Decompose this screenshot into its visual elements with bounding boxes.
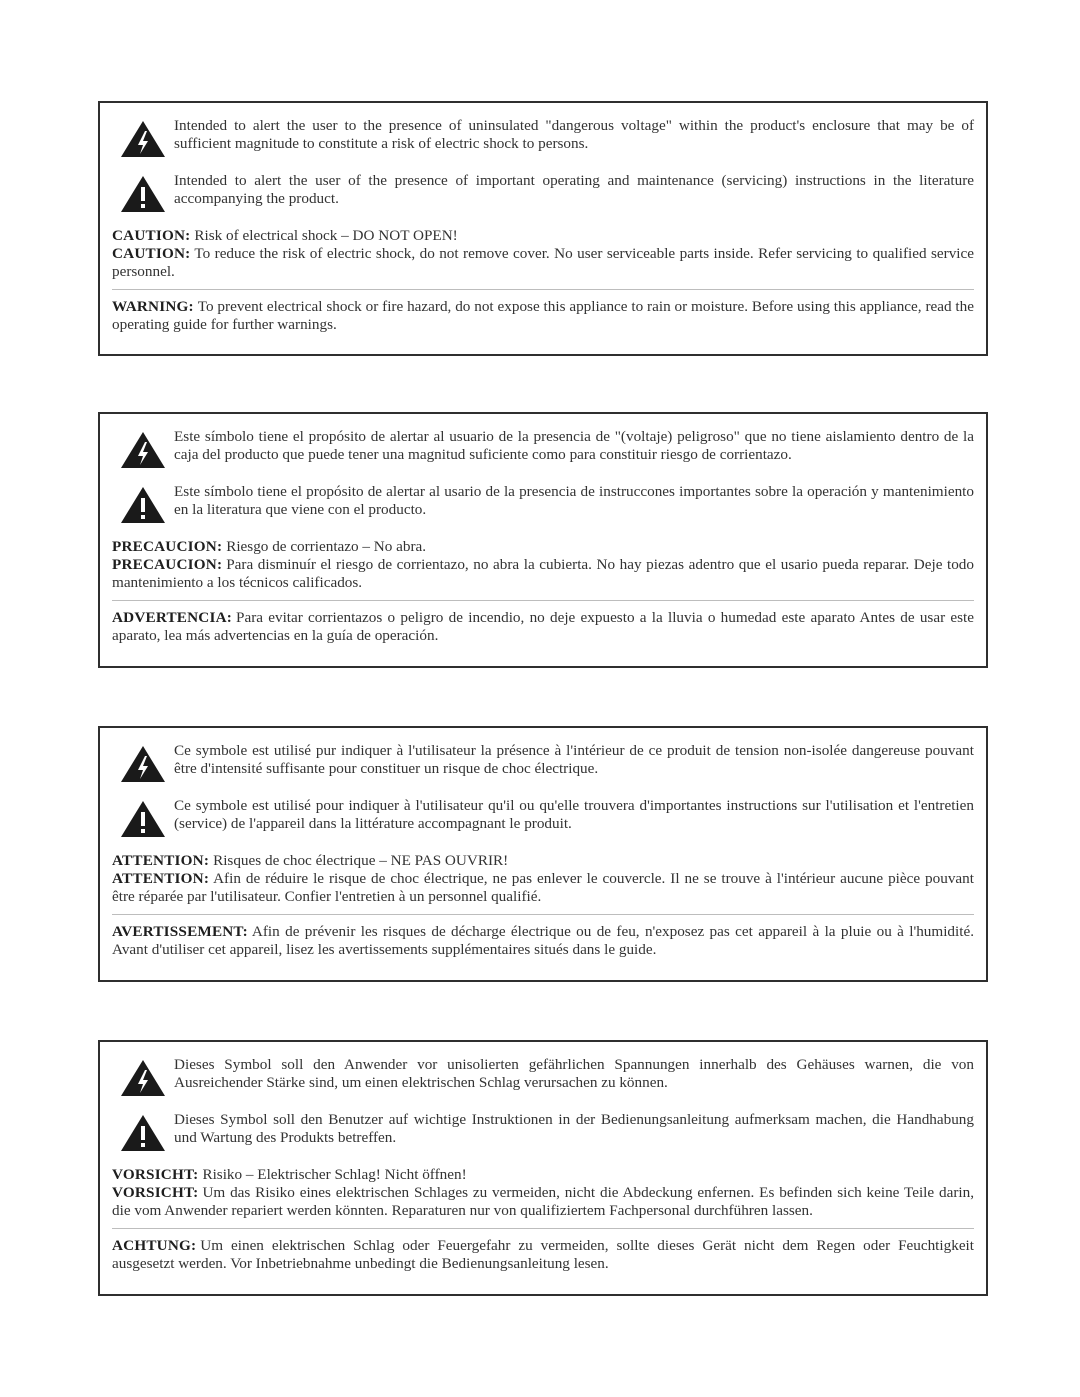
caution-detail-text: Um das Risiko eines elektrischen Schlages zu vermeiden, nicht die Abdeckung enfernen. Es befinden sich keine Teile darin, die vom Anwender repariert werden könnten. Reparaturen nur von qualifiziertem Fachpersonal durchführen lassen.	[112, 1184, 974, 1219]
warning-line	[112, 298, 974, 334]
shock-hazard-row	[112, 1056, 974, 1097]
warning-line	[112, 1237, 974, 1273]
caution-detail-text: Para disminuír el riesgo de corrientazo, no abra la cubierta. No hay piezas adentro que el usario pueda reparar. Deje todo mantenimiento a los técnicos calificados.	[112, 556, 974, 591]
shock-hazard-text: Ce symbole est utilisé pur indiquer à l'utilisateur la présence à l'intérieur de ce produit de tension non-isolée dangereuse pouvant être d'intensité suffisante pour constituer un risque de choc électrique.	[174, 742, 974, 777]
exclamation-warning-icon	[112, 172, 174, 213]
lightning-warning-icon	[112, 1056, 174, 1097]
divider	[112, 289, 974, 290]
caution-detail	[112, 870, 974, 906]
lightning-warning-icon	[112, 428, 174, 469]
warning-text: Afin de prévenir les risques de décharge électrique ou de feu, n'exposez pas cet appareil à la pluie ou à l'humidité. Avant d'utiliser cet appareil, lisez les avertissements supplémentaires situés dans le guide.	[112, 923, 974, 958]
warning-label: ADVERTENCIA:	[112, 609, 232, 626]
instructions-text: Dieses Symbol soll den Benutzer auf wichtige Instruktionen in der Bedienungsanleitung aufmerksam machen, die Handhabung und Wartung des Produkts betreffen.	[174, 1111, 974, 1146]
instructions-row	[112, 1111, 974, 1152]
shock-hazard-text: Intended to alert the user to the presence of uninsulated "dangerous voltage" within the product's enclosure that may be of sufficient magnitude to constitute a risk of electric shock to persons.	[174, 117, 974, 152]
caution-text: Risk of electrical shock – DO NOT OPEN!	[194, 227, 458, 244]
instructions-row	[112, 172, 974, 213]
divider	[112, 914, 974, 915]
warning-label: ACHTUNG:	[112, 1237, 197, 1254]
caution-label: CAUTION:	[112, 227, 191, 244]
caution-detail-text: To reduce the risk of electric shock, do not remove cover. No user serviceable parts inside. Refer servicing to qualified service personnel.	[112, 245, 974, 280]
lightning-warning-icon	[112, 117, 174, 158]
instructions-row	[112, 797, 974, 838]
lightning-warning-icon	[112, 742, 174, 783]
instructions-text: Este símbolo tiene el propósito de alertar al usario de la presencia de instruccones importantes sobre la operación y mantenimiento en la literatura que viene con el producto.	[174, 483, 974, 518]
shock-hazard-row	[112, 117, 974, 158]
caution-label: CAUTION:	[112, 245, 191, 262]
divider	[112, 600, 974, 601]
exclamation-warning-icon	[112, 797, 174, 838]
caution-detail	[112, 245, 974, 281]
safety-notice-german	[98, 1040, 988, 1296]
warning-text: Um einen elektrischen Schlag oder Feuergefahr zu vermeiden, sollte dieses Gerät nicht dem Regen oder Feuchtigkeit ausgesetzt werden. Vor Inbetriebnahme unbedingt die Bedienungsanleitung lesen.	[112, 1237, 974, 1272]
caution-label: ATTENTION:	[112, 852, 210, 869]
warning-label: AVERTISSEMENT:	[112, 923, 248, 940]
safety-notice-french	[98, 726, 988, 982]
warning-line	[112, 609, 974, 645]
instructions-text: Intended to alert the user of the presence of important operating and maintenance (servicing) instructions in the literature accompanying the product.	[174, 172, 974, 207]
warning-text: Para evitar corrientazos o peligro de incendio, no deje expuesto a la lluvia o humedad este aparato Antes de usar este aparato, lea más advertencias en la guía de operación.	[112, 609, 974, 644]
caution-detail	[112, 556, 974, 592]
shock-hazard-text: Este símbolo tiene el propósito de alertar al usuario de la presencia de "(voltaje) peligroso" que no tiene aislamiento dentro de la caja del producto que puede tener una magnitud suficiente como para constituir riesgo de corrientazo.	[174, 428, 974, 463]
safety-notice-spanish	[98, 412, 988, 668]
instructions-text: Ce symbole est utilisé pour indiquer à l'utilisateur qu'il ou qu'elle trouvera d'importantes instructions sur l'utilisation et l'entretien (service) de l'appareil dans la littérature accompagnant le produit.	[174, 797, 974, 832]
exclamation-warning-icon	[112, 483, 174, 524]
caution-text: Riesgo de corrientazo – No abra.	[226, 538, 427, 555]
caution-detail-text: Afin de réduire le risque de choc électrique, ne pas enlever le couvercle. Il ne se trouve à l'intérieur aucune pièce pouvant être réparée par l'utilisateur. Confier l'entretien à un personnel qualifié.	[112, 870, 974, 905]
warning-label: WARNING:	[112, 298, 194, 315]
shock-hazard-text: Dieses Symbol soll den Anwender vor unisolierten gefährlichen Spannungen innerhalb des Gehäuses warnen, die von Ausreichender Stärke sind, um einen elektrischen Schlag verursachen zu können.	[174, 1056, 974, 1091]
caution-label: ATTENTION:	[112, 870, 210, 887]
warning-text: To prevent electrical shock or fire hazard, do not expose this appliance to rain or moisture. Before using this appliance, read the operating guide for further warnings.	[112, 298, 974, 333]
caution-text: Risques de choc électrique – NE PAS OUVRIR!	[213, 852, 509, 869]
divider	[112, 1228, 974, 1229]
warning-line	[112, 923, 974, 959]
caution-label: PRECAUCION:	[112, 556, 223, 573]
caution-label: PRECAUCION:	[112, 538, 223, 555]
shock-hazard-row	[112, 742, 974, 783]
caution-line	[112, 227, 974, 245]
caution-line	[112, 1166, 974, 1184]
caution-detail	[112, 1184, 974, 1220]
caution-text: Risiko – Elektrischer Schlag! Nicht öffnen!	[202, 1166, 467, 1183]
caution-label: VORSICHT:	[112, 1166, 199, 1183]
shock-hazard-row	[112, 428, 974, 469]
caution-line	[112, 852, 974, 870]
caution-label: VORSICHT:	[112, 1184, 199, 1201]
safety-notice-english	[98, 101, 988, 356]
caution-line	[112, 538, 974, 556]
instructions-row	[112, 483, 974, 524]
exclamation-warning-icon	[112, 1111, 174, 1152]
